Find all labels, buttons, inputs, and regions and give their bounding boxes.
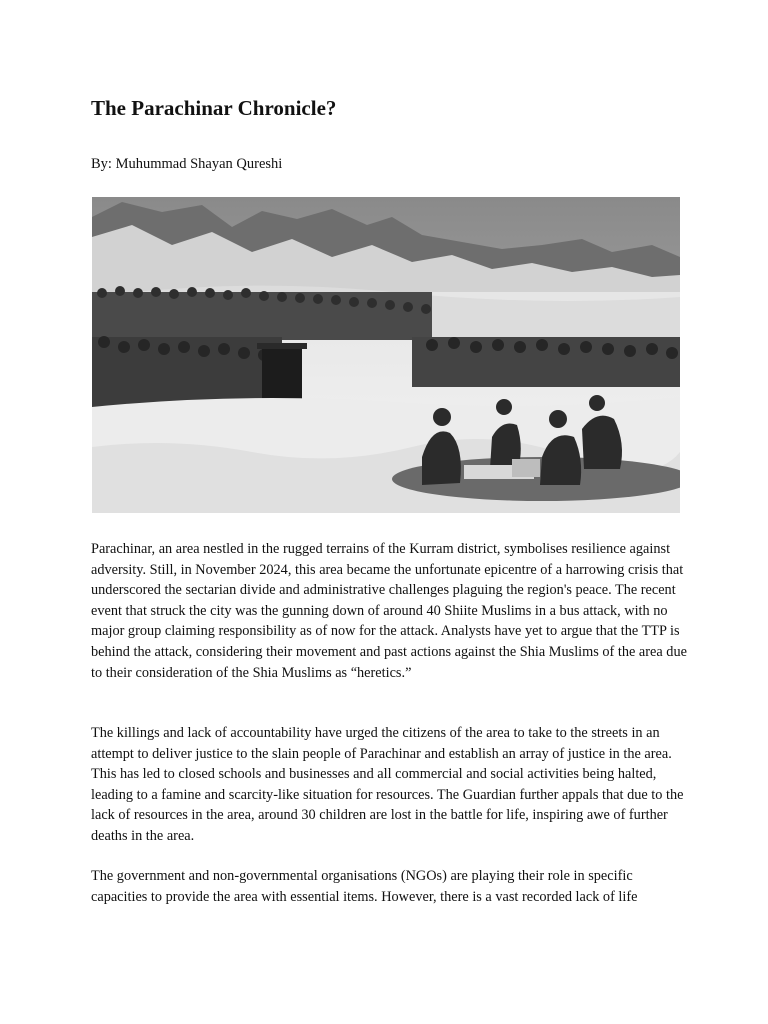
paragraph-text: The killings and lack of accountability have urged the citizens of the area to take to the streets in an attempt to deliver justice to the slain people of Parachinar and establish an array of justice in the area. This has led to closed schools and businesses and all commercial and social activities being halted, leading to a famine and scarcity-like situation for resources. The Guardian further appals that due to the lack of resources in the area, around 30 children are lost in the battle for life, inspiring awe of further deaths in the area.	[91, 725, 684, 844]
article-title: The Parachinar Chronicle?	[91, 96, 337, 120]
article-paragraph-2	[91, 723, 687, 847]
article-byline: By: Muhummad Shayan Qureshi	[91, 156, 283, 172]
article-photo	[92, 197, 680, 513]
paragraph-text: The government and non-governmental organisations (NGOs) are playing their role in specific capacities to provide the area with essential items. However, there is a vast recorded lack of life	[91, 868, 638, 905]
article-paragraph-3	[91, 866, 687, 907]
paragraph-text: Parachinar, an area nestled in the rugged terrains of the Kurram district, symbolises resilience against adversity. Still, in November 2024, this area became the unfortunate epicentre of a harrowing crisis that underscored the sectarian divide and administrative challenges plaguing the region's peace. The recent event that struck the city was the gunning down of around 40 Shiite Muslims in a bus attack, with no major group claiming responsibility as of now for the attack. Analysts have yet to argue that the TTP is behind the attack, considering their movement and past actions against the Shia Muslims of the area due to their consideration of the Shia Muslims as “heretics.”	[91, 541, 687, 681]
article-paragraph-1	[91, 539, 687, 683]
snow-gathering-photo-icon	[92, 197, 680, 513]
